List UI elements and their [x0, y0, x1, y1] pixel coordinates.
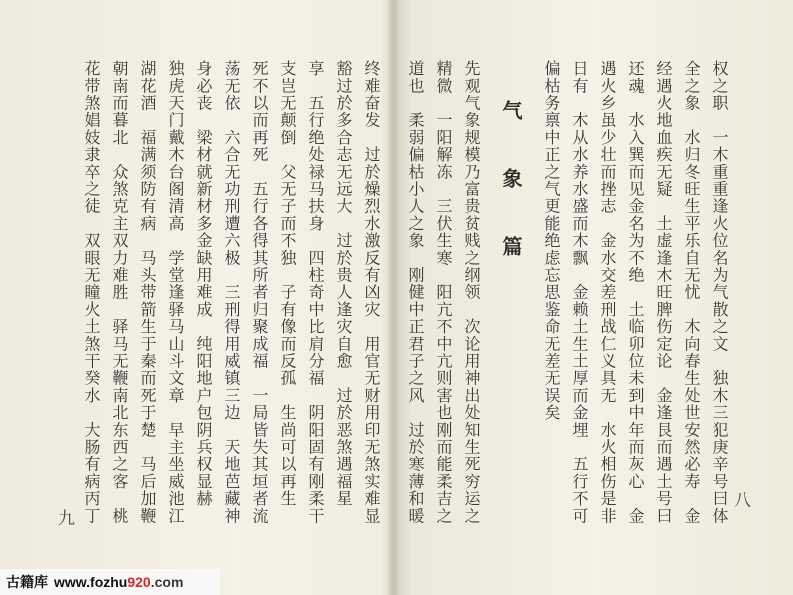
watermark-url-suffix: .com	[150, 574, 184, 590]
right-page-number: 八	[734, 491, 751, 511]
right-page-column-7: 偏枯务禀中正之气更能绝虑忘思鉴命无差无误矣	[542, 60, 561, 422]
right-page-column-6: 日有 木从水养水盛而木飘 金赖土生土厚而金埋 五行不可	[570, 60, 589, 525]
watermark-url-prefix: www.fozhu	[54, 574, 128, 590]
right-page-column-9: 精微 一阳解冻 三伏生寒 阳亢不中亢则害也刚而能柔吉之	[434, 60, 453, 525]
right-page-column-1: 权之职 一木重重逢火位名为气散之文 独木三犯庚辛号曰体	[710, 60, 729, 525]
left-page-column-2: 豁过於多合志无远大 过於贵人逢灾自愈 过於恶煞遇福星	[334, 60, 353, 508]
right-page-column-10: 道也 柔弱偏枯小人之象 刚健中正君子之风 过於寒薄和暖	[406, 60, 425, 525]
left-page-column-8: 独虎天门戴木台阁清高 学堂逢驿马山斗文章 早主坐威池江	[166, 60, 185, 525]
left-page-column-3: 享 五行绝处禄马扶身 四柱奇中比肩分福 阴阳固有刚柔干	[306, 60, 325, 525]
right-page-column-3: 经遇火地血疾无疑 土虚逢木旺脾伤定论 金逢艮而遇土号曰	[654, 60, 673, 525]
book-spine-shadow	[386, 0, 400, 595]
right-page-column-2: 全之象 水归冬旺生平乐自无忧 木向春生处世安然必寿 金	[682, 60, 701, 525]
watermark-brand: 古籍库	[6, 574, 48, 590]
site-watermark	[0, 569, 220, 595]
watermark-url-number: 920	[127, 574, 151, 590]
left-page-number: 九	[58, 509, 75, 529]
left-page-column-6: 荡无依 六合无功刑遭六极 三刑得用威镇三边 天地芭藏神	[222, 60, 241, 525]
left-page-column-10: 朝南而暮北 众煞克主双力难胜 驿马无鞭南北东西之客 桃	[110, 60, 129, 525]
left-page-column-5: 死不以而再死 五行各得其所者归聚成福 一局皆失其垣者流	[250, 60, 269, 525]
left-page-column-7: 身必丧 梁材就新材多金缺用难成 纯阳地户包阴兵权显赫	[194, 60, 213, 508]
right-page-column-5: 遇火乡虽少壮而挫志 金水交差刑战仁义具无 水火相伤是非	[598, 60, 617, 525]
section-heading: 气 象 篇	[499, 100, 523, 270]
left-page-column-4: 支岂无颠倒 父无子而不独 子有像而反孤 生尚可以再生	[278, 60, 297, 508]
left-page-column-9: 湖花酒 福满须防有病 马头带箭生于秦而死于楚 马后加鞭	[138, 60, 157, 525]
right-page-column-4: 还魂 水入巽而见金名为不绝 土临卯位未到中年而灰心 金	[626, 60, 645, 525]
right-page-column-8: 先观气象规模乃富贵贫贱之纲领 次论用神出处知生死穷运之	[462, 60, 481, 525]
left-page-column-1: 终难奋发 过於燥烈水激反有凶灾 用官无财用印无煞实难显	[362, 60, 381, 525]
left-page-column-11: 花带煞娼妓隶卒之徒 双眼无瞳火土煞干癸水 大肠有病丙丁	[82, 60, 101, 525]
